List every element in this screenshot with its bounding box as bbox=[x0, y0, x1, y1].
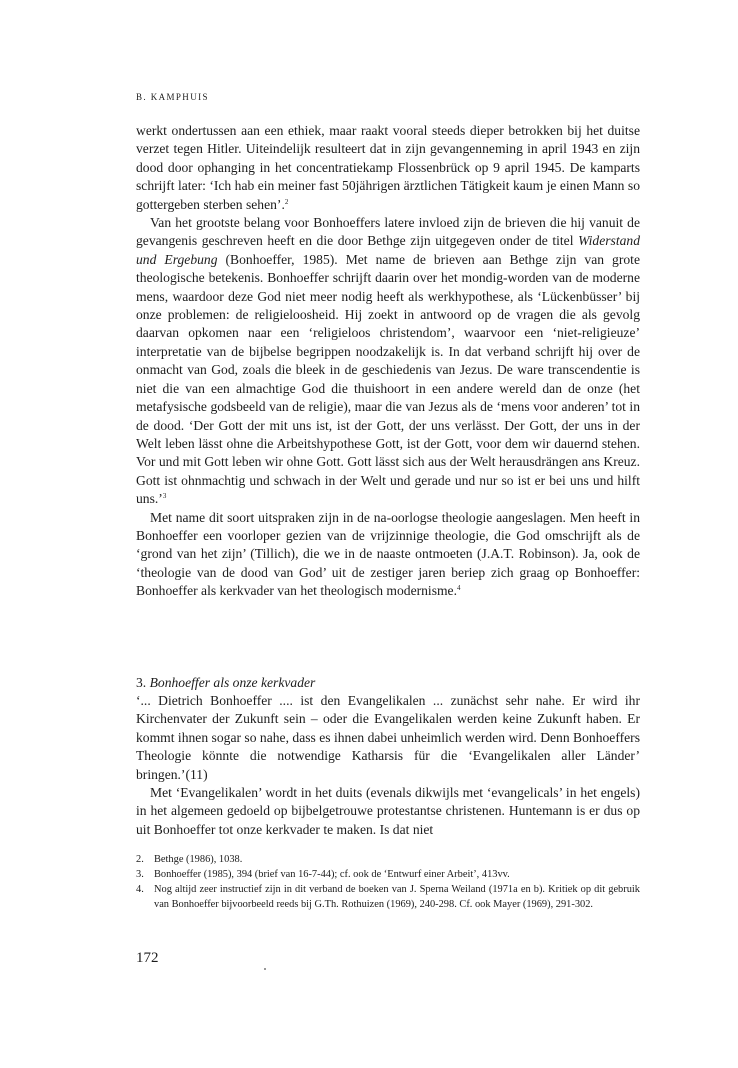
paragraph-1-text: werkt ondertussen aan een ethiek, maar raakt vooral steeds dieper betrokken bij het duitse verzet tegen Hitler. Uiteindelijk resulteert dat in zijn gevangenneming in april 1943 en zijn dood door ophanging in het concentratiekamp Flossenbrück op 9 april 1945. De kamparts schrijft later: ‘Ich hab ein meiner fast 50jährigen ärztlichen Tätigkeit kaum je einen Mann so gottergeben sterben sehen’. bbox=[136, 123, 640, 212]
footnote-ref-4: 4 bbox=[457, 584, 461, 593]
section-number: 3. bbox=[136, 675, 147, 690]
footnote-text: Bonhoeffer (1985), 394 (brief van 16-7-44); cf. ook de ‘Entwurf einer Arbeit’, 413vv. bbox=[154, 869, 510, 880]
print-speck bbox=[264, 968, 266, 970]
footnotes bbox=[136, 852, 640, 912]
paragraph-3 bbox=[136, 509, 640, 601]
footnote-ref-3: 3 bbox=[162, 492, 167, 501]
paragraph-2-text-a: Van het grootste belang voor Bonhoeffers latere invloed zijn de brieven die hij vanuit de gevangenis geschreven heeft en die door Bethge zijn uitgegeven onder de titel bbox=[136, 215, 640, 249]
body-text bbox=[136, 122, 640, 601]
book-title: Widerstand und Ergebung bbox=[136, 233, 640, 267]
section-body bbox=[136, 692, 640, 839]
footnote-number: 2. bbox=[136, 854, 144, 865]
footnote-number: 3. bbox=[136, 869, 144, 880]
footnote-number: 4. bbox=[136, 884, 144, 895]
footnote-4 bbox=[136, 882, 640, 912]
footnote-text: Nog altijd zeer instructief zijn in dit verband de boeken van J. Sperna Weiland (1971a en b). Kritiek op dit gebruik van Bonhoeffer bijvoorbeeld reeds bij G.Th. Rothuizen (1969), 240-298. Cf. ook Mayer (1969), 291-302. bbox=[154, 884, 640, 910]
paragraph-2 bbox=[136, 214, 640, 509]
footnote-2 bbox=[136, 852, 640, 867]
paragraph-1 bbox=[136, 122, 640, 214]
page-number: 172 bbox=[136, 950, 159, 966]
paragraph-2-text-b: (Bonhoeffer, 1985). Met name de brieven aan Bethge zijn van grote theologische betekenis. Bonhoeffer schrijft daarin over het mondig-worden van de moderne mens, waardoor deze God niet meer nodig heeft als werkhypothese, als ‘Lückenbüsser’ bij onze problemen: de religieloosheid. Hij zoekt in antwoord op de vragen die als gevolg daarvan opkomen naar een ‘religieloos christendom’, waarvoor een ‘niet-religieuze’ interpretatie van de bijbelse begrippen noodzakelijk is. In dat verband schrijft hij over de onmacht van God, zoals die bleek in de geschiedenis van Jezus. De ware transcendentie is niet die van een almachtige God die thuishoort in een andere wereld dan de onze (het metafysische godsbeeld van de religie), maar die van Jezus als de ‘mens voor anderen’ tot in de dood. ‘Der Gott der mit uns ist, ist der Gott, der uns verlässt. Der Gott, der uns in der Welt leben lässt ohne die Arbeitshypothese Gott, ist der Gott, voor dem wir dauernd stehen. Vor und mit Gott leben wir ohne Gott. Gott lässt sich aus der Welt herausdrängen ans Kreuz. Gott ist ohnmachtig und schwach in der Welt und gerade und nur so ist er bei uns und hilft uns.’ bbox=[136, 251, 640, 507]
section-quote: ‘... Dietrich Bonhoeffer .... ist den Evangelikalen ... zunächst sehr nahe. Er wird ihr Kirchenvater der Zukunft sein – oder die Evangelikalen werden keine Zukunft haben. Er kommt ihnen sogar so nahe, dass es ihnen dabei unheimlich werden wird. Denn Bonhoeffers Theologie könnte die notwendige Katharsis für die ‘Evangelikalen aller Länder’ bringen.’(11) bbox=[136, 693, 640, 782]
paragraph-3-text: Met name dit soort uitspraken zijn in de na-oorlogse theologie aangeslagen. Men heeft in Bonhoeffer een voorloper gezien van de vrijzinnige theologie, die God omschrijft als de ‘grond van het zijn’ (Tillich), die we in de naaste ontmoeten (J.A.T. Robinson). Ja, ook de ‘theologie van de dood van God’ uit de zestiger jaren beriep zich graag op Bonhoeffer: Bonhoeffer als kerkvader van het theologisch modernisme. bbox=[136, 509, 640, 599]
footnote-ref-2: 2 bbox=[284, 197, 289, 206]
running-head: B. KAMPHUIS bbox=[136, 92, 209, 102]
footnote-text: Bethge (1986), 1038. bbox=[154, 854, 243, 865]
footnote-3 bbox=[136, 867, 640, 882]
section-heading bbox=[136, 674, 640, 692]
section-paragraph: Met ‘Evangelikalen’ wordt in het duits (evenals dikwijls met ‘evangelicals’ in het engels) in het algemeen gedoeld op bijbelgetrouwe protestantse christenen. Huntemann is er dus op uit Bonhoeffer tot onze kerkvader te maken. Is dat niet bbox=[136, 785, 640, 837]
section-title: Bonhoeffer als onze kerkvader bbox=[149, 675, 316, 690]
